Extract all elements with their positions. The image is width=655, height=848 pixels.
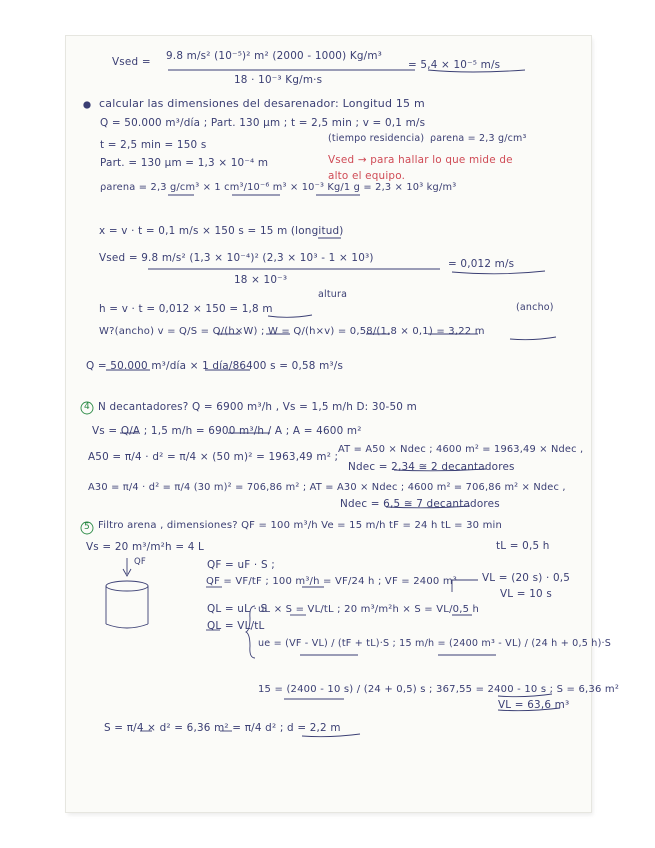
ndec50-result: Ndec = 2,34 ≅ 2 decantadores xyxy=(348,461,515,473)
ql-vl-formula: QL = VL/tL xyxy=(207,620,265,632)
section-desarenador-heading: calcular las dimensiones del desarenador: Longitud 15 m xyxy=(99,97,425,110)
area30-calc: A30 = π/4 · d² = π/4 (30 m)² = 706,86 m² ; AT = A30 × Ndec ; 4600 m² = 706,86 m² × Ndec , xyxy=(88,482,566,493)
vsed2-numerator: Vsed = 9.8 m/s² (1,3 × 10⁻⁴)² (2,3 × 10³ - 1 × 10³) xyxy=(99,252,374,264)
section-filtro-heading: Filtro arena , dimensiones? QF = 100 m³/h Ve = 15 m/h tF = 24 h tL = 30 min xyxy=(98,520,503,531)
vs-filter: Vs = 20 m³/m²h = 4 L xyxy=(86,541,205,553)
vf-calc: QF = VF/tF ; 100 m³/h = VF/24 h ; VF = 2400 m³ xyxy=(206,576,458,587)
ndec30-result: Ndec = 6,5 ≅ 7 decantadores xyxy=(340,498,500,510)
height-label: altura xyxy=(318,289,348,300)
vsed-label: Vsed = xyxy=(112,56,151,68)
ul-calc: uL × S = VL/tL ; 20 m³/m²h × S = VL/0,5 h xyxy=(258,604,480,615)
diameter-calc: S = π/4 × d² = 6,36 m² = π/4 d² ; d = 2,2 m xyxy=(104,722,341,734)
area-calc: Vs = Q/A ; 1,5 m/h = 6900 m³/h / A ; A = 4600 m² xyxy=(92,425,362,437)
vsed-result: = 5,4 × 10⁻⁵ m/s xyxy=(408,59,501,71)
density-conversion: ρarena = 2,3 g/cm³ × 1 cm³/10⁻⁶ m³ × 10⁻³ Kg/1 g = 2,3 × 10³ kg/m³ xyxy=(100,182,457,193)
ue-calc: ue = (VF - VL) / (tF + tL)·S ; 15 m/h = (2400 m³ - VL) / (24 h + 0,5 h)·S xyxy=(258,638,612,649)
area50-calc: A50 = π/4 · d² = π/4 × (50 m)² = 1963,49 m² ; xyxy=(88,451,339,463)
qf-arrow-label: QF xyxy=(134,557,146,567)
vsed-note-line2: alto el equipo. xyxy=(328,170,406,182)
density-note: ρarena = 2,3 g/cm³ xyxy=(430,133,527,144)
total-area-calc: AT = A50 × Ndec ; 4600 m² = 1963,49 × Ndec , xyxy=(338,444,584,455)
time-conversion: t = 2,5 min = 150 s xyxy=(100,139,207,151)
particle-conversion: Part. = 130 µm = 1,3 × 10⁻⁴ m xyxy=(100,157,269,169)
vsed-note-line1: Vsed → para hallar lo que mide de xyxy=(328,154,513,166)
vsed2-result: = 0,012 m/s xyxy=(448,258,515,270)
surface-calc: 15 = (2400 - 10 s) / (24 + 0,5) s ; 367,55 = 2400 - 10 s ; S = 6,36 m² xyxy=(258,684,620,695)
vl-result: VL = 10 s xyxy=(500,588,552,600)
height-calc: h = v · t = 0,012 × 150 = 1,8 m xyxy=(99,303,273,315)
width-label: (ancho) xyxy=(516,302,554,313)
vsed-numerator: 9.8 m/s² (10⁻⁵)² m² (2000 - 1000) Kg/m³ xyxy=(166,50,383,62)
time-note: (tiempo residencia) xyxy=(328,133,425,144)
vl-volume-result: VL = 63,6 m³ xyxy=(498,699,570,711)
tl-conversion: tL = 0,5 h xyxy=(496,540,550,552)
width-calc: W?(ancho) v = Q/S = Q/(h×W) ; W = Q/(h×v) = 0,58/(1,8 × 0,1) = 3,22 m xyxy=(99,326,485,337)
vsed2-denominator: 18 × 10⁻³ xyxy=(234,274,288,286)
desarenador-data: Q = 50.000 m³/día ; Part. 130 µm ; t = 2,5 min ; v = 0,1 m/s xyxy=(100,117,426,129)
item-number-5: 5 xyxy=(84,522,90,532)
vsed-denominator: 18 · 10⁻³ Kg/m·s xyxy=(234,74,323,86)
flow-conversion: Q = 50.000 m³/día × 1 día/86400 s = 0,58 m³/s xyxy=(86,360,344,372)
length-calc: x = v · t = 0,1 m/s × 150 s = 15 m (longitud) xyxy=(99,225,344,237)
ql-formula: QL = uL · S xyxy=(207,603,268,615)
qf-formula: QF = uF · S ; xyxy=(207,559,275,571)
item-number-4: 4 xyxy=(84,402,90,412)
vl-formula: VL = (20 s) · 0,5 xyxy=(482,572,571,584)
section-decantadores-heading: N decantadores? Q = 6900 m³/h , Vs = 1,5 m/h D: 30-50 m xyxy=(98,401,417,413)
